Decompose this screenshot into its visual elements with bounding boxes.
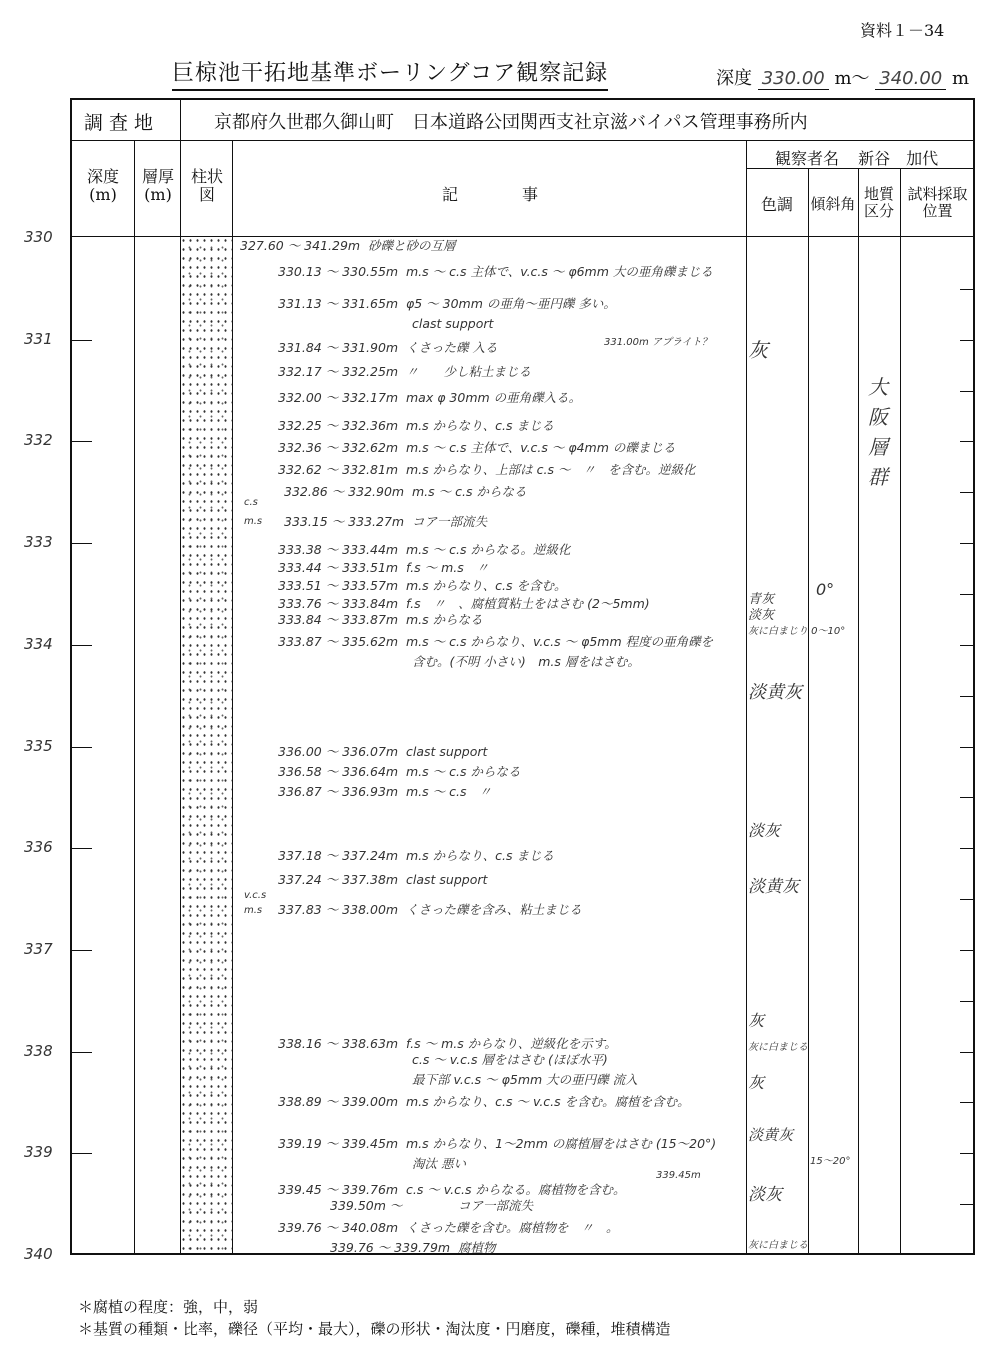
color-value: 灰に白まじる — [748, 1042, 808, 1053]
entry-range: 331.84 ～ 331.90m — [278, 340, 399, 355]
depth-tick — [72, 543, 92, 544]
sample-tick — [960, 391, 974, 392]
log-entry — [278, 846, 554, 864]
log-entry — [278, 782, 491, 800]
sample-tick — [960, 950, 974, 951]
vcs-marker: v.c.s — [244, 890, 267, 901]
entry-text: f.s ～ m.s からなり、逆級化を示す。 — [406, 1036, 617, 1051]
log-entry — [278, 558, 489, 576]
entry-text: φ5 ～ 30mm の亜角～亜円礫 多い。 — [406, 296, 616, 311]
entry-range: 336.00 ～ 336.07m — [278, 744, 399, 759]
log-entry — [284, 482, 526, 500]
observer — [775, 146, 938, 169]
depth-label: 330 — [24, 228, 53, 246]
log-entry — [278, 900, 582, 918]
entry-text: くさった礫を含む。腐植物を 〃 。 — [406, 1220, 619, 1235]
entry-text: m.s ～ c.s 〃 — [406, 784, 492, 799]
log-entry — [412, 1050, 608, 1068]
entry-range: 331.13 ～ 331.65m — [278, 296, 399, 311]
observer-label: 観察者名 — [775, 149, 840, 168]
entry-range: 337.18 ～ 337.24m — [278, 848, 399, 863]
color-value: 青灰 — [748, 592, 775, 607]
entry-text: f.s ～ m.s 〃 — [406, 560, 489, 575]
depth-label: 340 — [24, 1245, 53, 1263]
entry-range: 336.58 ～ 336.64m — [278, 764, 399, 779]
color-value: 淡灰 — [748, 608, 775, 623]
header-dip: 傾斜角 — [810, 195, 856, 213]
sample-tick — [960, 696, 974, 697]
log-entry — [278, 388, 581, 406]
depth-range — [716, 64, 969, 90]
observer-name: 新谷 加代 — [858, 149, 939, 168]
entry-text: m.s からなり、上部は c.s ～ 〃 を含む。逆級化 — [406, 462, 696, 477]
document-ref: 資料１－34 — [860, 21, 945, 40]
entry-range: 339.76 ～ 340.08m — [278, 1220, 399, 1235]
log-entry — [330, 1196, 533, 1214]
site-value: 京都府久世郡久御山町 日本道路公団関西支社京滋バイパス管理事務所内 — [214, 112, 808, 133]
depth-label: 332 — [24, 431, 53, 450]
entry-text: m.s からなり、c.s まじる — [406, 848, 554, 863]
header-notes: 記 事 — [441, 185, 538, 204]
log-entry — [278, 294, 616, 312]
log-entry — [412, 1154, 466, 1172]
entry-text: m.s からなり、c.s ～ v.c.s を含む。腐植を含む。 — [406, 1094, 690, 1109]
entry-text: 〃 少し粘土まじる — [406, 364, 532, 379]
entry-text: clast support — [412, 316, 494, 331]
depth-tick — [72, 950, 92, 951]
depth-tick — [72, 441, 92, 442]
log-entry — [278, 1092, 690, 1110]
color-value: 淡灰 — [748, 1185, 782, 1205]
depth-range-label: 深度 — [716, 68, 752, 89]
entry-range: 332.25 ～ 332.36m — [278, 418, 399, 433]
entry-text: コア一部流失 — [412, 514, 488, 529]
entry-text: くさった礫を含み、粘土まじる — [406, 902, 582, 917]
log-entry — [278, 762, 520, 780]
color-value: 灰 — [748, 1073, 765, 1092]
depth-label: 331 — [24, 329, 53, 348]
entry-range: 332.17 ～ 332.25m — [278, 364, 399, 379]
dip-low: 15～20° — [810, 1156, 851, 1167]
log-entry — [278, 610, 483, 628]
depth-to: 340.00 — [875, 68, 946, 90]
color-note-mix: 灰に白まじり 0～10° — [748, 626, 846, 637]
log-entry — [278, 416, 554, 434]
log-entry — [278, 262, 713, 280]
sample-tick — [960, 797, 974, 798]
entry-text: 最下部 v.c.s ～ φ5mm 大の亜円礫 流入 — [412, 1072, 638, 1087]
entry-text: c.s ～ v.c.s からなる。腐植物を含む。 — [406, 1182, 626, 1197]
color-value: 淡黄灰 — [748, 877, 799, 897]
cs-marker: c.s — [244, 497, 258, 508]
entry-text: 腐植物 — [458, 1240, 496, 1255]
sample-tick — [960, 594, 974, 595]
sample-tick — [960, 543, 974, 544]
depth-label: 335 — [24, 736, 53, 755]
depth-mid: m～ — [834, 68, 870, 89]
entry-range: 338.16 ～ 338.63m — [278, 1036, 399, 1051]
sample-tick — [960, 289, 974, 290]
entry-range: 332.86 ～ 332.90m — [284, 484, 405, 499]
entry-range: 339.50m ～ — [330, 1198, 403, 1213]
sample-tick — [960, 492, 974, 493]
depth-tick — [72, 340, 92, 341]
site-label: 調査地 — [84, 112, 160, 134]
entry-range: 332.62 ～ 332.81m — [278, 462, 399, 477]
sample-tick — [960, 441, 974, 442]
columnar-section — [180, 236, 232, 1256]
depth-tick — [72, 747, 92, 748]
log-entry — [412, 316, 493, 331]
entry-text: c.s ～ v.c.s 層をはさむ (ほぼ水平) — [412, 1052, 608, 1067]
entry-range: 327.60 ～ 341.29m — [240, 238, 361, 253]
color-value: 淡灰 — [748, 821, 781, 840]
entry-text: コア一部流失 — [458, 1198, 534, 1213]
sample-tick — [960, 1001, 974, 1002]
sample-tick — [960, 1102, 974, 1103]
entry-text: clast support — [406, 744, 488, 759]
depth-unit: m — [951, 68, 970, 89]
entry-text: m.s ～ c.s 主体で、v.c.s ～ φ4mm の礫まじる — [406, 440, 676, 455]
entry-text: m.s からなり、c.s を含む。 — [406, 578, 567, 593]
entry-text: clast support — [406, 872, 488, 887]
log-entry — [278, 576, 566, 594]
sample-tick — [960, 340, 974, 341]
log-entry — [278, 1218, 619, 1236]
entry-text: 淘汰 悪い — [412, 1156, 466, 1171]
header-color: 色調 — [760, 195, 793, 214]
entry-range: 339.19 ～ 339.45m — [278, 1136, 399, 1151]
entry-range: 332.36 ～ 332.62m — [278, 440, 399, 455]
sample-tick — [960, 645, 974, 646]
depth-label: 338 — [24, 1041, 53, 1060]
entry-text: m.s からなり、c.s まじる — [406, 418, 554, 433]
entry-text: m.s からなる — [406, 612, 483, 627]
depth-label: 337 — [24, 939, 53, 958]
log-entry — [278, 870, 487, 888]
entry-range: 333.15 ～ 333.27m — [284, 514, 405, 529]
log-entry — [284, 512, 487, 530]
entry-text: 砂礫と砂の互層 — [368, 238, 456, 253]
log-entry — [278, 438, 675, 456]
log-entry — [240, 236, 456, 254]
entry-range: 337.24 ～ 337.38m — [278, 872, 399, 887]
log-entry — [278, 742, 487, 760]
depth-tick — [72, 1052, 92, 1053]
entry-range: 336.87 ～ 336.93m — [278, 784, 399, 799]
depth-tick — [72, 645, 92, 646]
log-entry — [278, 540, 570, 558]
color-value: 淡黄灰 — [748, 682, 802, 703]
note-339-45: 339.45m — [656, 1170, 701, 1181]
sample-tick — [960, 1153, 974, 1154]
color-value: 灰に白まじる — [748, 1240, 808, 1251]
header-column: 柱状 図 — [190, 167, 223, 205]
depth-label: 336 — [24, 838, 53, 857]
entry-range: 333.76 ～ 333.84m — [278, 596, 399, 611]
log-entry — [278, 362, 531, 380]
depth-label: 333 — [24, 533, 53, 552]
log-entry — [278, 460, 695, 478]
header-geo-class: 地質 区分 — [863, 185, 894, 221]
sample-tick — [960, 747, 974, 748]
entry-range: 333.87 ～ 335.62m — [278, 634, 399, 649]
sample-tick — [960, 1204, 974, 1205]
geo-class-value: 大阪層群 — [868, 375, 888, 489]
sample-tick — [960, 848, 974, 849]
entry-text: m.s からなり、1～2mm の腐植層をはさむ (15～20°) — [406, 1136, 717, 1151]
sample-tick — [960, 899, 974, 900]
entry-text: m.s ～ c.s からなる — [412, 484, 527, 499]
footer-note-2: ＊基質の種類・比率，礫径（平均・最大），礫の形状・淘汰度・円磨度，礫種，堆積構造 — [78, 1320, 671, 1338]
depth-tick — [72, 1153, 92, 1154]
sample-tick — [960, 1052, 974, 1053]
color-value: 灰 — [748, 1011, 765, 1030]
page-title: 巨椋池干拓地基準ボーリングコア観察記録 — [172, 56, 608, 91]
entry-range: 339.76 ～ 339.79m — [330, 1240, 451, 1255]
log-entry — [412, 652, 640, 670]
depth-label: 339 — [24, 1143, 53, 1162]
entry-text: くさった礫 入る — [406, 340, 498, 355]
depth-label: 334 — [24, 634, 53, 653]
log-entry — [412, 1070, 638, 1088]
entry-text: 含む。(不明 小さい) m.s 層をはさむ。 — [412, 654, 640, 669]
entry-range: 333.44 ～ 333.51m — [278, 560, 399, 575]
dip-zero: 0° — [816, 580, 835, 599]
depth-from: 330.00 — [758, 68, 829, 90]
entry-range: 333.38 ～ 333.44m — [278, 542, 399, 557]
log-entry — [278, 338, 497, 356]
footer-note-1: ＊腐植の程度：強，中，弱 — [78, 1298, 259, 1316]
log-entry — [278, 1134, 716, 1152]
ms-marker-2: m.s — [244, 905, 263, 916]
color-value: 灰 — [748, 338, 768, 362]
entry-text: m.s ～ c.s 主体で、v.c.s ～ φ6mm 大の亜角礫まじる — [406, 264, 713, 279]
header-sample: 試料採取 位置 — [907, 185, 968, 221]
color-value: 淡黄灰 — [748, 1126, 794, 1144]
ms-marker: m.s — [244, 516, 263, 527]
entry-range: 333.51 ～ 333.57m — [278, 578, 399, 593]
aplite-note: 331.00m アプライト？ — [604, 337, 712, 348]
entry-range: 332.00 ～ 332.17m — [278, 390, 399, 405]
header-depth: 深度 (m) — [86, 167, 119, 205]
entry-range: 330.13 ～ 330.55m — [278, 264, 399, 279]
entry-range: 338.89 ～ 339.00m — [278, 1094, 399, 1109]
entry-text: m.s ～ c.s からなる。逆級化 — [406, 542, 571, 557]
log-entry — [278, 632, 713, 650]
header-thickness: 層厚 (m) — [141, 167, 174, 205]
log-entry — [330, 1238, 496, 1256]
entry-text: f.s 〃 、腐植質粘土をはさむ (2～5mm) — [406, 596, 650, 611]
entry-text: m.s ～ c.s からなり、v.c.s ～ φ5mm 程度の亜角礫を — [406, 634, 714, 649]
entry-range: 337.83 ～ 338.00m — [278, 902, 399, 917]
entry-range: 339.45 ～ 339.76m — [278, 1182, 399, 1197]
entry-text: max φ 30mm の亜角礫入る。 — [406, 390, 582, 405]
entry-text: m.s ～ c.s からなる — [406, 764, 521, 779]
entry-range: 333.84 ～ 333.87m — [278, 612, 399, 627]
depth-tick — [72, 848, 92, 849]
